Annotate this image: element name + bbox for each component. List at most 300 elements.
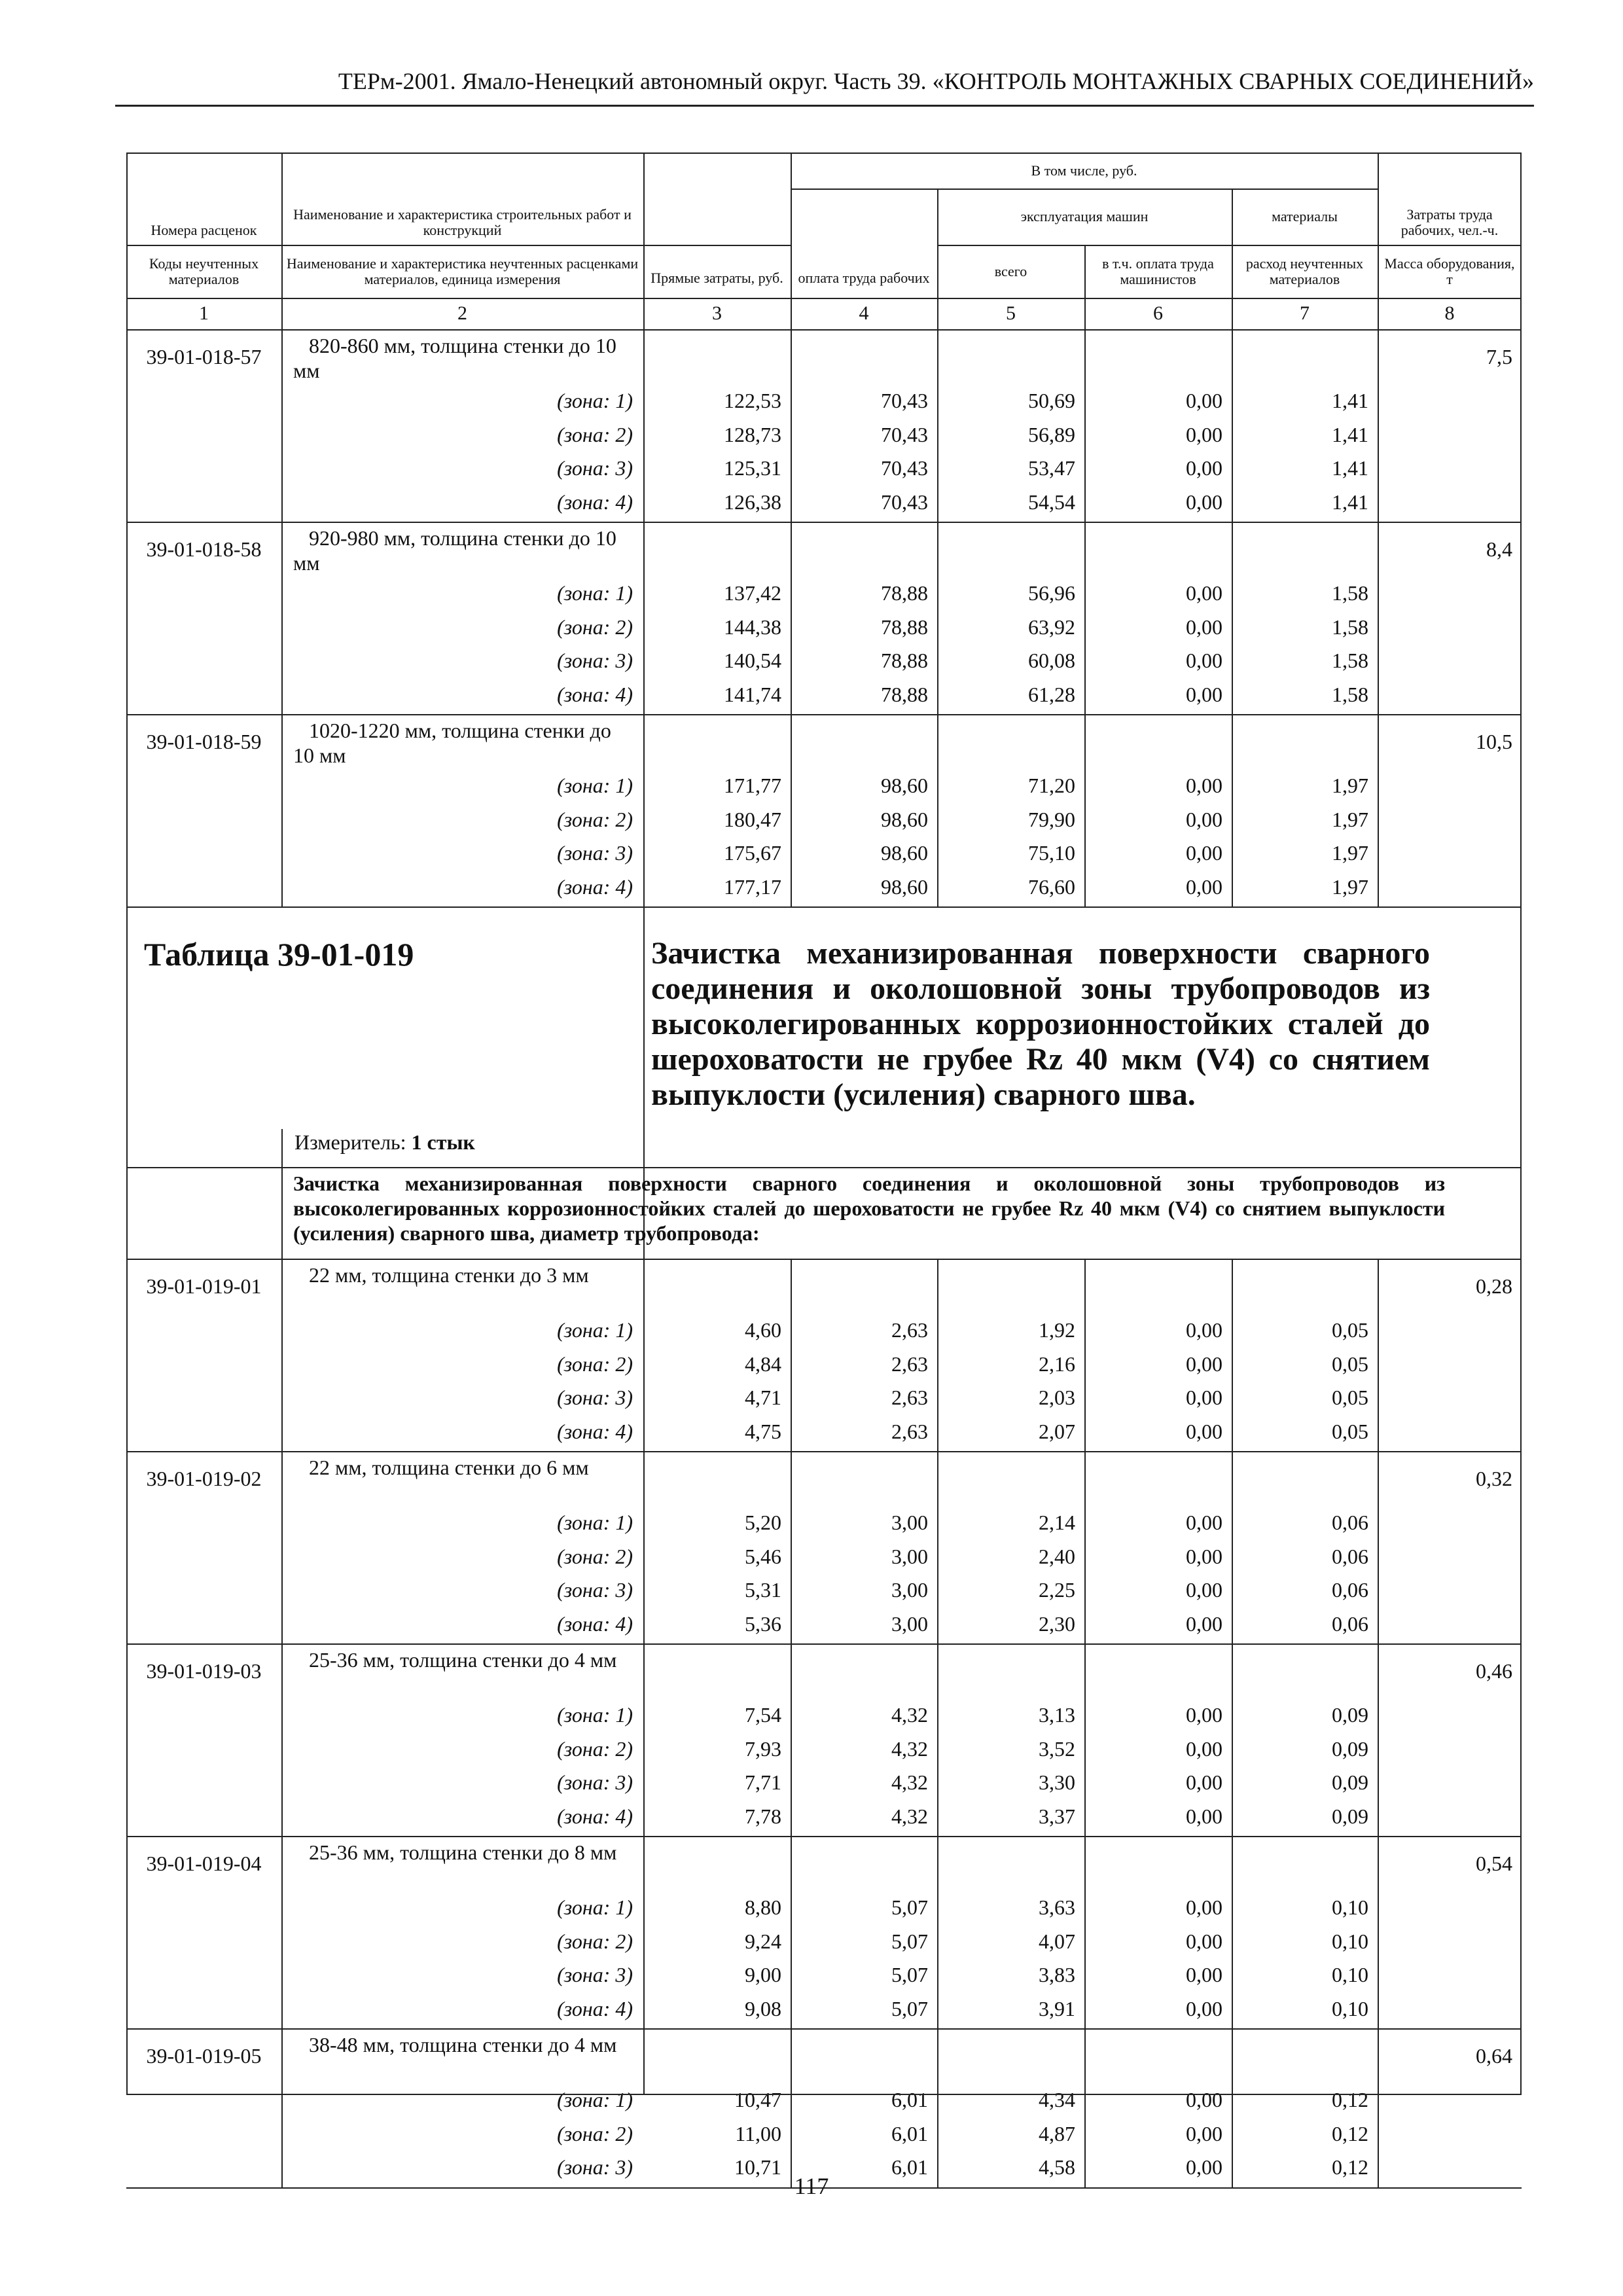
worker-pay: 4,32 — [891, 1736, 928, 1761]
header-rule — [115, 105, 1534, 107]
column-rule — [1378, 329, 1379, 522]
column-rule — [937, 1451, 938, 1643]
column-rule — [1232, 2028, 1233, 2187]
column-rule — [281, 522, 283, 714]
materials-cost: 0,10 — [1332, 1996, 1368, 2020]
block-rule — [126, 1643, 1522, 1645]
zone-label: (зона: 4) — [557, 1419, 633, 1443]
machine-cost: 2,07 — [1039, 1419, 1075, 1443]
column-rule — [1084, 1836, 1086, 2028]
materials-cost: 0,12 — [1332, 2121, 1368, 2145]
group-bottom-rule — [126, 1259, 1522, 1260]
machinist-pay: 0,00 — [1186, 1736, 1222, 1761]
column-rule — [791, 329, 792, 522]
column-rule — [1378, 1643, 1379, 1836]
column-rule — [1084, 522, 1086, 714]
zone-label: (зона: 4) — [557, 682, 633, 706]
column-rule — [1084, 2028, 1086, 2187]
materials-cost: 0,05 — [1332, 1386, 1368, 1409]
materials-cost: 0,10 — [1332, 1895, 1368, 1919]
machine-cost: 2,16 — [1039, 1352, 1075, 1376]
column-rule — [1084, 1259, 1086, 1451]
column-rule — [1084, 329, 1086, 522]
rate-code: 39-01-019-03 — [146, 1659, 262, 1683]
column-rule — [1232, 1643, 1233, 1836]
materials-cost: 1,58 — [1332, 615, 1368, 639]
rate-code: 39-01-019-02 — [146, 1467, 262, 1490]
zone-label: (зона: 1) — [557, 389, 633, 412]
column-rule — [791, 152, 792, 329]
materials-cost: 0,05 — [1332, 1419, 1368, 1443]
machinist-pay: 0,00 — [1186, 1419, 1222, 1443]
direct-cost: 7,54 — [745, 1703, 781, 1727]
materials-cost: 0,12 — [1332, 2088, 1368, 2111]
column-rule — [1378, 1836, 1379, 2028]
materials-cost: 0,09 — [1332, 1736, 1368, 1761]
work-name: 25-36 мм, толщина стенки до 8 мм — [309, 1840, 617, 1864]
column-rule — [1232, 1259, 1233, 1451]
materials-cost: 0,05 — [1332, 1318, 1368, 1342]
worker-pay: 2,63 — [891, 1386, 928, 1409]
column-rule — [1232, 522, 1233, 714]
rate-code: 39-01-018-57 — [146, 345, 262, 368]
zone-label: (зона: 3) — [557, 649, 633, 672]
column-rule — [1084, 714, 1086, 906]
column-rule — [791, 1643, 792, 1836]
worker-pay: 70,43 — [881, 456, 928, 480]
header-col4: оплата труда рабочих — [798, 270, 930, 286]
column-rule — [1378, 1451, 1379, 1643]
machinist-pay: 0,00 — [1186, 1318, 1222, 1342]
column-rule — [281, 1259, 283, 1451]
machinist-pay: 0,00 — [1186, 1578, 1222, 1602]
table-number: Таблица 39-01-019 — [144, 936, 414, 973]
rate-code: 39-01-018-58 — [146, 537, 262, 561]
header-rule-sub — [937, 245, 1378, 246]
column-rule — [791, 1836, 792, 2028]
worker-pay: 5,07 — [891, 1963, 928, 1986]
header-column-number: 8 — [1444, 302, 1455, 324]
zone-label: (зона: 4) — [557, 874, 633, 899]
machine-cost: 60,08 — [1028, 649, 1075, 672]
direct-cost: 11,00 — [735, 2121, 781, 2145]
zone-label: (зона: 1) — [557, 774, 633, 797]
direct-cost: 7,93 — [745, 1736, 781, 1761]
column-rule — [1378, 714, 1379, 906]
machine-cost: 3,13 — [1039, 1703, 1075, 1727]
materials-cost: 0,12 — [1332, 2155, 1368, 2179]
machine-cost: 76,60 — [1028, 874, 1075, 899]
worker-pay: 78,88 — [881, 682, 928, 706]
machinist-pay: 0,00 — [1186, 2121, 1222, 2145]
machinist-pay: 0,00 — [1186, 1895, 1222, 1919]
labor-cost: 0,32 — [1476, 1467, 1512, 1490]
column-rule — [1232, 714, 1233, 906]
header-materials: материалы — [1272, 208, 1338, 224]
machine-cost: 3,63 — [1039, 1895, 1075, 1919]
machinist-pay: 0,00 — [1186, 1770, 1222, 1794]
column-rule — [281, 329, 283, 522]
meter-rule — [281, 1129, 283, 1167]
column-rule — [281, 714, 283, 906]
header-col5: всего — [994, 262, 1027, 279]
materials-cost: 1,97 — [1332, 874, 1368, 899]
zone-label: (зона: 1) — [557, 2088, 633, 2111]
rate-code: 39-01-019-05 — [146, 2044, 262, 2068]
machinist-pay: 0,00 — [1186, 490, 1222, 514]
materials-cost: 0,09 — [1332, 1804, 1368, 1828]
machinist-pay: 0,00 — [1186, 1929, 1222, 1953]
work-name: 22 мм, толщина стенки до 6 мм — [309, 1456, 589, 1479]
worker-pay: 4,32 — [891, 1770, 928, 1794]
materials-cost: 1,97 — [1332, 807, 1368, 831]
machine-cost: 75,10 — [1028, 841, 1075, 865]
column-rule — [1232, 188, 1233, 329]
machine-cost: 4,34 — [1039, 2088, 1075, 2111]
direct-cost: 9,08 — [745, 1996, 781, 2020]
column-rule — [281, 1836, 283, 2028]
zone-label: (зона: 3) — [557, 841, 633, 865]
zone-label: (зона: 3) — [557, 1578, 633, 1602]
column-rule — [1084, 1451, 1086, 1643]
column-rule — [937, 1643, 938, 1836]
group-rule — [281, 1167, 283, 1259]
header-column-number: 7 — [1300, 302, 1310, 324]
machinist-pay: 0,00 — [1186, 1544, 1222, 1568]
block-rule — [126, 2028, 1522, 2030]
header-rule-numbers — [126, 298, 1522, 299]
column-rule — [937, 2028, 938, 2187]
worker-pay: 78,88 — [881, 581, 928, 605]
direct-cost: 5,36 — [745, 1611, 781, 1636]
direct-cost: 9,24 — [745, 1929, 781, 1953]
direct-cost: 140,54 — [724, 649, 781, 672]
block-rule — [126, 1836, 1522, 1837]
header-col2-bottom: Наименование и характеристика неучтенных расценками материалов, единица измерения — [286, 255, 639, 287]
machinist-pay: 0,00 — [1186, 874, 1222, 899]
machinist-pay: 0,00 — [1186, 1511, 1222, 1534]
worker-pay: 78,88 — [881, 649, 928, 672]
machine-cost: 1,92 — [1039, 1318, 1075, 1342]
machinist-pay: 0,00 — [1186, 1611, 1222, 1636]
labor-cost: 0,46 — [1476, 1659, 1512, 1683]
machinist-pay: 0,00 — [1186, 1996, 1222, 2020]
machine-cost: 79,90 — [1028, 807, 1075, 831]
machine-cost: 3,30 — [1039, 1770, 1075, 1794]
machinist-pay: 0,00 — [1186, 456, 1222, 480]
header-col8-top: Затраты труда рабочих, чел.-ч. — [1400, 206, 1499, 238]
work-name: 25-36 мм, толщина стенки до 4 мм — [309, 1648, 617, 1672]
work-name: 1020-1220 мм, толщина стенки до 10 мм — [293, 719, 611, 767]
direct-cost: 122,53 — [724, 389, 781, 412]
column-rule — [1378, 2028, 1379, 2187]
zone-label: (зона: 2) — [557, 1544, 633, 1568]
machinist-pay: 0,00 — [1186, 1963, 1222, 1986]
header-col7: расход неучтенных материалов — [1245, 255, 1364, 287]
materials-cost: 0,06 — [1332, 1611, 1368, 1636]
block-rule — [126, 714, 1522, 715]
materials-cost: 0,10 — [1332, 1963, 1368, 1986]
header-column-number: 1 — [199, 302, 209, 324]
header-rule-bottom — [126, 329, 1522, 331]
worker-pay: 70,43 — [881, 422, 928, 446]
zone-label: (зона: 2) — [557, 1929, 633, 1953]
machinist-pay: 0,00 — [1186, 422, 1222, 446]
meter-label: Измеритель: — [294, 1130, 406, 1154]
direct-cost: 137,42 — [724, 581, 781, 605]
machine-cost: 2,03 — [1039, 1386, 1075, 1409]
zone-label: (зона: 4) — [557, 1611, 633, 1636]
direct-cost: 4,60 — [745, 1318, 781, 1342]
worker-pay: 5,07 — [891, 1929, 928, 1953]
direct-cost: 144,38 — [724, 615, 781, 639]
materials-cost: 0,10 — [1332, 1929, 1368, 1953]
group-description: Зачистка механизированная поверхности сварного соединения и околошовной зоны трубопроводов из высоколегированных коррозионностойких сталей до шероховатости не грубее Rz 40 мкм (V4) со снятием выпуклости (усиления) сварного шва, диаметр трубопровода: — [293, 1172, 1445, 1245]
machine-cost: 4,58 — [1039, 2155, 1075, 2179]
worker-pay: 5,07 — [891, 1895, 928, 1919]
table-title: Зачистка механизированная поверхности сварного соединения и околошовной зоны трубопроводов из высоколегированных коррозионностойких сталей до шероховатости не грубее Rz 40 мкм (V4) со снятием выпуклости (усиления) сварного шва. — [651, 936, 1430, 1112]
direct-cost: 10,71 — [734, 2155, 781, 2179]
zone-label: (зона: 2) — [557, 1736, 633, 1761]
machine-cost: 3,37 — [1039, 1804, 1075, 1828]
machine-cost: 50,69 — [1028, 389, 1075, 412]
materials-cost: 0,05 — [1332, 1352, 1368, 1376]
labor-cost: 7,5 — [1486, 345, 1512, 368]
column-rule — [281, 2028, 283, 2187]
meter-line — [294, 1129, 1080, 1155]
column-rule — [791, 1451, 792, 1643]
direct-cost: 4,71 — [745, 1386, 781, 1409]
column-rule — [281, 1643, 283, 1836]
machine-cost: 4,07 — [1039, 1929, 1075, 1953]
worker-pay: 98,60 — [881, 841, 928, 865]
materials-cost: 1,58 — [1332, 581, 1368, 605]
machinist-pay: 0,00 — [1186, 2088, 1222, 2111]
zone-label: (зона: 3) — [557, 1770, 633, 1794]
column-rule — [1232, 329, 1233, 522]
block-rule — [126, 906, 1522, 908]
worker-pay: 98,60 — [881, 874, 928, 899]
labor-cost: 0,64 — [1476, 2044, 1512, 2068]
materials-cost: 0,09 — [1332, 1703, 1368, 1727]
rate-code: 39-01-019-04 — [146, 1852, 262, 1875]
direct-cost: 5,31 — [745, 1578, 781, 1602]
worker-pay: 6,01 — [891, 2121, 928, 2145]
column-rule — [1084, 1643, 1086, 1836]
column-rule — [791, 522, 792, 714]
page-number: 117 — [794, 2173, 829, 2199]
worker-pay: 70,43 — [881, 389, 928, 412]
column-rule — [791, 714, 792, 906]
machine-cost: 3,52 — [1039, 1736, 1075, 1761]
worker-pay: 5,07 — [891, 1996, 928, 2020]
rate-code: 39-01-019-01 — [146, 1274, 262, 1298]
header-column-number: 6 — [1153, 302, 1163, 324]
direct-cost: 4,84 — [745, 1352, 781, 1376]
header-column-number: 4 — [859, 302, 869, 324]
column-rule — [281, 152, 283, 329]
work-name: 820-860 мм, толщина стенки до 10 мм — [293, 334, 616, 382]
zone-label: (зона: 4) — [557, 1996, 633, 2020]
worker-pay: 98,60 — [881, 807, 928, 831]
work-name: 920-980 мм, толщина стенки до 10 мм — [293, 526, 616, 575]
header-col1-bottom: Коды неучтенных материалов — [149, 255, 259, 287]
materials-cost: 1,41 — [1332, 456, 1368, 480]
worker-pay: 6,01 — [891, 2088, 928, 2111]
zone-label: (зона: 2) — [557, 422, 633, 446]
worker-pay: 4,32 — [891, 1804, 928, 1828]
labor-cost: 8,4 — [1486, 537, 1512, 561]
direct-cost: 4,75 — [745, 1419, 781, 1443]
header-column-number: 5 — [1006, 302, 1016, 324]
labor-cost: 0,28 — [1476, 1274, 1512, 1298]
zone-label: (зона: 1) — [557, 1703, 633, 1727]
machinist-pay: 0,00 — [1186, 682, 1222, 706]
header-machines: эксплуатация машин — [1020, 208, 1149, 224]
materials-cost: 1,41 — [1332, 422, 1368, 446]
header-col3: Прямые затраты, руб. — [651, 270, 783, 286]
header-col6: в т.ч. оплата труда машинистов — [1102, 255, 1214, 287]
machinist-pay: 0,00 — [1186, 389, 1222, 412]
column-rule — [1378, 1259, 1379, 1451]
worker-pay: 3,00 — [891, 1578, 928, 1602]
column-rule — [1232, 1836, 1233, 2028]
direct-cost: 5,20 — [745, 1511, 781, 1534]
column-rule — [937, 1836, 938, 2028]
column-rule — [937, 188, 938, 329]
direct-cost: 180,47 — [724, 807, 781, 831]
zone-label: (зона: 2) — [557, 807, 633, 831]
direct-cost: 125,31 — [724, 456, 781, 480]
worker-pay: 4,32 — [891, 1703, 928, 1727]
column-rule — [791, 2028, 792, 2187]
zone-label: (зона: 3) — [557, 2155, 633, 2179]
machine-cost: 71,20 — [1028, 774, 1075, 797]
machinist-pay: 0,00 — [1186, 649, 1222, 672]
worker-pay: 2,63 — [891, 1318, 928, 1342]
header-column-number: 2 — [457, 302, 467, 324]
machine-cost: 2,30 — [1039, 1611, 1075, 1636]
block-rule — [126, 1451, 1522, 1452]
materials-cost: 0,06 — [1332, 1511, 1368, 1534]
machine-cost: 56,89 — [1028, 422, 1075, 446]
materials-cost: 0,09 — [1332, 1770, 1368, 1794]
column-rule — [937, 329, 938, 522]
direct-cost: 7,78 — [745, 1804, 781, 1828]
header-rule-included — [791, 188, 1378, 190]
worker-pay: 6,01 — [891, 2155, 928, 2179]
machinist-pay: 0,00 — [1186, 841, 1222, 865]
header-col8-bottom: Масса оборудования, т — [1384, 255, 1515, 287]
column-rule — [937, 714, 938, 906]
work-name: 22 мм, толщина стенки до 3 мм — [309, 1263, 589, 1287]
machinist-pay: 0,00 — [1186, 1352, 1222, 1376]
running-title: ТЕРм-2001. Ямало-Ненецкий автономный округ. Часть 39. «КОНТРОЛЬ МОНТАЖНЫХ СВАРНЫХ СОЕДИНЕНИЙ» — [338, 68, 1534, 94]
machine-cost: 61,28 — [1028, 682, 1075, 706]
direct-cost: 8,80 — [745, 1895, 781, 1919]
zone-label: (зона: 2) — [557, 1352, 633, 1376]
machinist-pay: 0,00 — [1186, 807, 1222, 831]
zone-label: (зона: 2) — [557, 615, 633, 639]
machine-cost: 54,54 — [1028, 490, 1075, 514]
zone-label: (зона: 2) — [557, 2121, 633, 2145]
machine-cost: 4,87 — [1039, 2121, 1075, 2145]
direct-cost: 10,47 — [734, 2088, 781, 2111]
column-rule — [1378, 152, 1379, 329]
materials-cost: 1,58 — [1332, 649, 1368, 672]
header-col1-top: Номера расценок — [151, 222, 257, 238]
worker-pay: 3,00 — [891, 1544, 928, 1568]
column-rule — [937, 1259, 938, 1451]
labor-cost: 10,5 — [1476, 730, 1512, 753]
machinist-pay: 0,00 — [1186, 1386, 1222, 1409]
materials-cost: 1,58 — [1332, 682, 1368, 706]
column-rule — [281, 1451, 283, 1643]
worker-pay: 70,43 — [881, 490, 928, 514]
direct-cost: 141,74 — [724, 682, 781, 706]
zone-label: (зона: 4) — [557, 490, 633, 514]
direct-cost: 9,00 — [745, 1963, 781, 1986]
header-column-number: 3 — [712, 302, 722, 324]
machinist-pay: 0,00 — [1186, 581, 1222, 605]
zone-label: (зона: 1) — [557, 1318, 633, 1342]
worker-pay: 2,63 — [891, 1352, 928, 1376]
direct-cost: 5,46 — [745, 1544, 781, 1568]
materials-cost: 1,41 — [1332, 490, 1368, 514]
zone-label: (зона: 4) — [557, 1804, 633, 1828]
direct-cost: 128,73 — [724, 422, 781, 446]
rate-code: 39-01-018-59 — [146, 730, 262, 753]
machinist-pay: 0,00 — [1186, 615, 1222, 639]
block-rule — [126, 522, 1522, 523]
materials-cost: 0,06 — [1332, 1578, 1368, 1602]
machinist-pay: 0,00 — [1186, 1703, 1222, 1727]
zone-label: (зона: 1) — [557, 581, 633, 605]
header-col2-top: Наименование и характеристика строительных работ и конструкций — [293, 206, 632, 238]
labor-cost: 0,54 — [1476, 1852, 1512, 1875]
worker-pay: 3,00 — [891, 1611, 928, 1636]
header-rule-right — [1378, 245, 1522, 246]
machinist-pay: 0,00 — [1186, 1804, 1222, 1828]
column-rule — [1232, 1451, 1233, 1643]
direct-cost: 175,67 — [724, 841, 781, 865]
column-rule — [1084, 245, 1086, 329]
machine-cost: 2,25 — [1039, 1578, 1075, 1602]
materials-cost: 1,41 — [1332, 389, 1368, 412]
header-rule-left — [126, 245, 791, 246]
direct-cost: 177,17 — [724, 874, 781, 899]
column-rule — [791, 1259, 792, 1451]
machinist-pay: 0,00 — [1186, 2155, 1222, 2179]
machine-cost: 63,92 — [1028, 615, 1075, 639]
zone-label: (зона: 3) — [557, 1963, 633, 1986]
zone-label: (зона: 3) — [557, 1386, 633, 1409]
worker-pay: 3,00 — [891, 1511, 928, 1534]
machine-cost: 2,14 — [1039, 1511, 1075, 1534]
machine-cost: 53,47 — [1028, 456, 1075, 480]
meter-value: 1 стык — [411, 1130, 475, 1154]
machine-cost: 3,91 — [1039, 1996, 1075, 2020]
column-rule — [937, 522, 938, 714]
column-rule — [1378, 522, 1379, 714]
machinist-pay: 0,00 — [1186, 774, 1222, 797]
zone-label: (зона: 1) — [557, 1895, 633, 1919]
materials-cost: 1,97 — [1332, 841, 1368, 865]
work-name: 38-48 мм, толщина стенки до 4 мм — [309, 2033, 617, 2056]
direct-cost: 126,38 — [724, 490, 781, 514]
zone-label: (зона: 1) — [557, 1511, 633, 1534]
machine-cost: 2,40 — [1039, 1544, 1075, 1568]
